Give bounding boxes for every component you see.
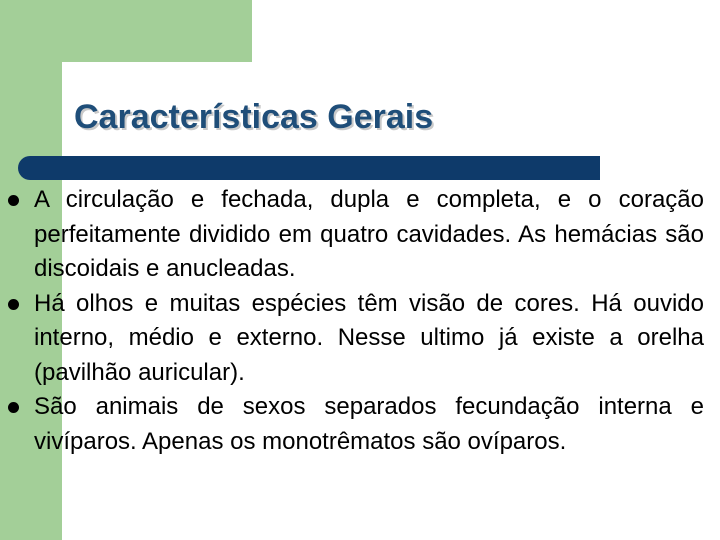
bullet-item-circulation xyxy=(34,183,704,287)
bullet-dot-icon xyxy=(8,195,19,206)
bullet-text: São animais de sexos separados fecundação interna e vivíparos. Apenas os monotrêmatos são ovíparos. xyxy=(34,393,704,455)
bullet-dot-icon xyxy=(8,402,19,413)
bullet-text: A circulação e fechada, dupla e completa, e o coração perfeitamente dividido em quatro cavidades. As hemácias são discoidais e anucleadas. xyxy=(34,186,704,282)
bullet-text: Há olhos e muitas espécies têm visão de cores. Há ouvido interno, médio e externo. Nesse ultimo já existe a orelha (pavilhão auricular). xyxy=(34,289,704,386)
bullet-dot-icon xyxy=(8,299,19,310)
top-green-block xyxy=(0,0,252,62)
bullet-item-senses xyxy=(34,287,704,391)
bullet-item-reproduction xyxy=(34,390,704,459)
slide-title: Características Gerais xyxy=(74,98,434,136)
bullet-list xyxy=(0,183,720,459)
title-underline-bar xyxy=(18,156,600,180)
